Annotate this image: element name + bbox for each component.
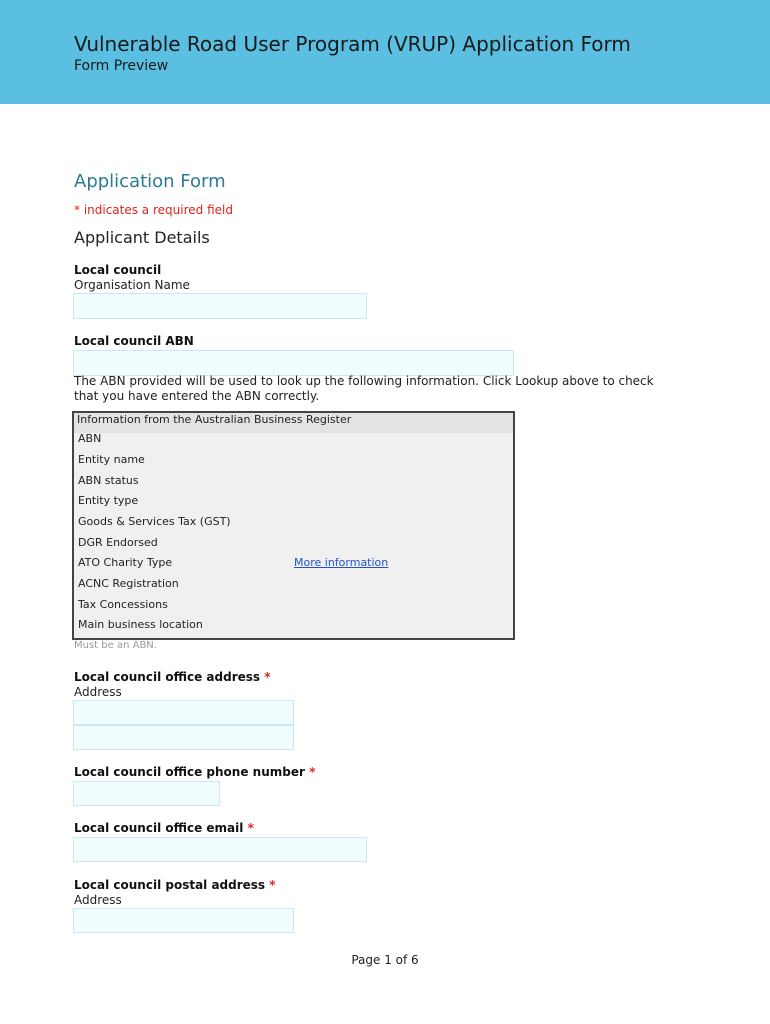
- required-asterisk: *: [309, 765, 316, 779]
- form-subtitle: Form Preview: [74, 58, 169, 74]
- office-email-label-text: Local council office email: [74, 821, 244, 835]
- office-email-input[interactable]: [73, 837, 367, 862]
- postal-address-sublabel: Address: [74, 893, 122, 907]
- office-email-label: [74, 821, 254, 835]
- postal-address-input[interactable]: [73, 908, 294, 933]
- postal-address-label-text: Local council postal address: [74, 878, 266, 892]
- organisation-name-input[interactable]: [73, 293, 367, 319]
- office-address-line1-input[interactable]: [73, 700, 294, 725]
- abr-info-table: [72, 411, 515, 640]
- abr-row-main-business-location: Main business location: [78, 618, 203, 631]
- abr-row-acnc-registration: ACNC Registration: [78, 577, 179, 590]
- organisation-name-sublabel: Organisation Name: [74, 278, 190, 292]
- abr-table-header: Information from the Australian Business Register: [74, 413, 513, 433]
- section-title: Application Form: [74, 171, 226, 192]
- abr-row-entity-name: Entity name: [78, 453, 145, 466]
- postal-address-label: [74, 878, 276, 892]
- abr-row-abn-status: ABN status: [78, 474, 139, 487]
- office-address-label-text: Local council office address: [74, 670, 261, 684]
- office-phone-label-text: Local council office phone number: [74, 765, 305, 779]
- required-asterisk: *: [269, 878, 276, 892]
- applicant-details-heading: Applicant Details: [74, 228, 210, 247]
- page-indicator: Page 1 of 6: [351, 953, 419, 967]
- office-address-sublabel: Address: [74, 685, 122, 699]
- abr-row-ato-charity-type: ATO Charity Type: [78, 556, 173, 569]
- header-banner: [0, 0, 770, 104]
- office-phone-label: [74, 765, 315, 779]
- abr-row-tax-concessions: Tax Concessions: [78, 598, 168, 611]
- abr-row-entity-type: Entity type: [78, 494, 139, 507]
- required-field-note: * indicates a required field: [74, 203, 233, 217]
- office-address-label: [74, 670, 271, 684]
- abr-row-gst: Goods & Services Tax (GST): [78, 515, 231, 528]
- office-phone-input[interactable]: [73, 781, 220, 806]
- local-council-label: Local council: [74, 263, 162, 277]
- local-council-abn-label: Local council ABN: [74, 334, 194, 348]
- office-address-line2-input[interactable]: [73, 725, 294, 750]
- form-title: Vulnerable Road User Program (VRUP) Application Form: [74, 32, 631, 56]
- more-information-link[interactable]: More information: [294, 556, 389, 569]
- abn-description: The ABN provided will be used to look up the following information. Click Lookup above to check that you have entered the ABN correctly.: [74, 374, 654, 403]
- abr-row-abn: ABN: [78, 432, 102, 445]
- abr-row-dgr-endorsed: DGR Endorsed: [78, 536, 158, 549]
- required-asterisk: *: [247, 821, 254, 835]
- abn-input[interactable]: [73, 350, 514, 376]
- abn-hint: Must be an ABN.: [74, 640, 157, 651]
- required-asterisk: *: [264, 670, 271, 684]
